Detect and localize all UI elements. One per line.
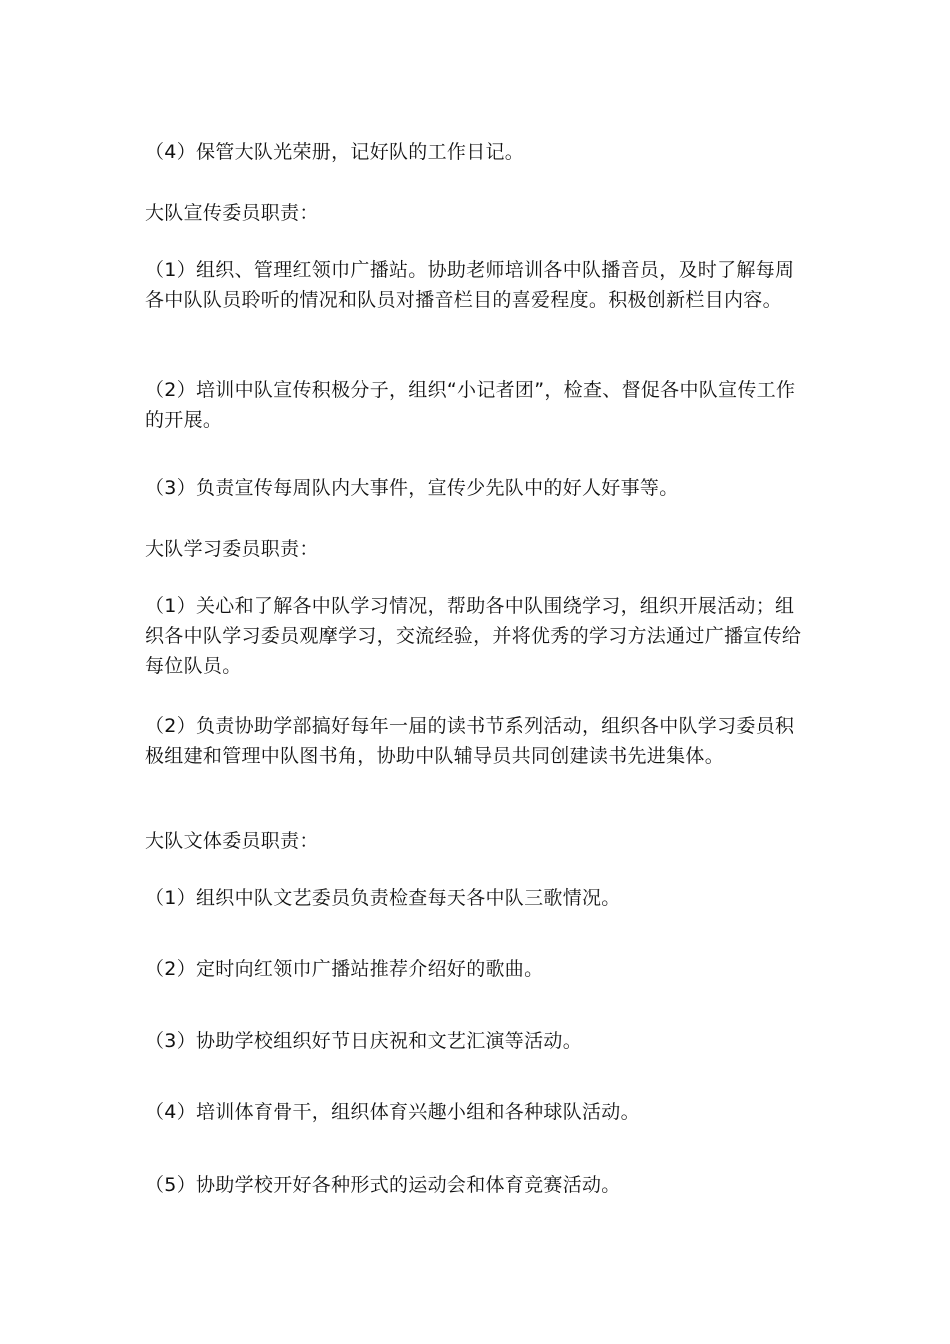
paragraph-keep-honor-book: （4）保管大队光荣册，记好队的工作日记。 — [145, 141, 525, 163]
paragraph-propaganda-1: （1）组织、管理红领巾广播站。协助老师培训各中队播音员，及时了解每周各中队队员聆听的情况和队员对播音栏目的喜爱程度。积极创新栏目内容。 — [145, 259, 795, 311]
paragraph-propaganda-3: （3）负责宣传每周队内大事件，宣传少先队中的好人好事等。 — [145, 477, 679, 499]
paragraph-sports-1: （1）组织中队文艺委员负责检查每天各中队三歌情况。 — [145, 887, 621, 909]
paragraph-study-1: （1）关心和了解各中队学习情况，帮助各中队围绕学习，组织开展活动；组织各中队学习委员观摩学习，交流经验，并将优秀的学习方法通过广播宣传给每位队员。 — [145, 595, 802, 677]
paragraph-sports-3: （3）协助学校组织好节日庆祝和文艺汇演等活动。 — [145, 1030, 582, 1052]
paragraph-propaganda-2: （2）培训中队宣传积极分子，组织“小记者团”，检查、督促各中队宣传工作的开展。 — [145, 379, 796, 431]
heading-sports-culture-committee: 大队文体委员职责： — [145, 830, 319, 852]
paragraph-sports-2: （2）定时向红领巾广播站推荐介绍好的歌曲。 — [145, 958, 544, 980]
heading-study-committee: 大队学习委员职责： — [145, 538, 319, 560]
paragraph-sports-4: （4）培训体育骨干，组织体育兴趣小组和各种球队活动。 — [145, 1101, 640, 1123]
paragraph-study-2: （2）负责协助学部搞好每年一届的读书节系列活动，组织各中队学习委员积极组建和管理中队图书角，协助中队辅导员共同创建读书先进集体。 — [145, 715, 795, 767]
paragraph-sports-5: （5）协助学校开好各种形式的运动会和体育竞赛活动。 — [145, 1174, 621, 1196]
heading-propaganda-committee: 大队宣传委员职责： — [145, 202, 319, 224]
